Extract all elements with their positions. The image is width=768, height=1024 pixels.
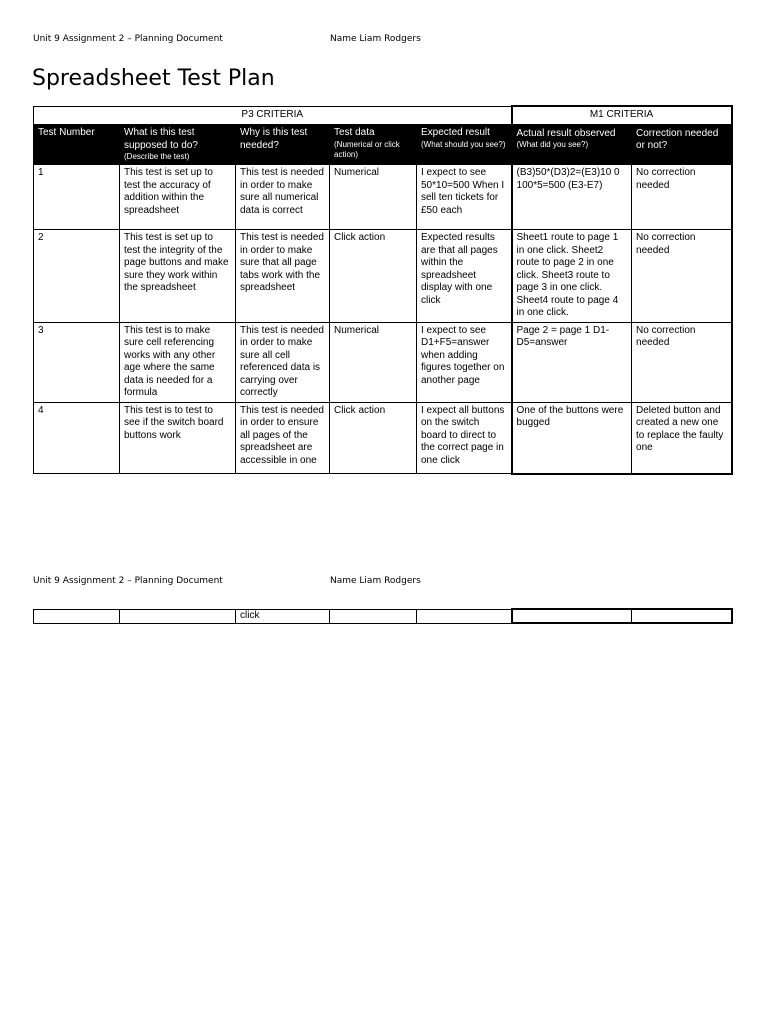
- actual-line: 100*5=500 (E3-E7): [516, 179, 603, 191]
- m1-criteria-label: M1 CRITERIA: [512, 106, 732, 125]
- col-header-correction: Correction needed or not?: [632, 125, 732, 165]
- cell-test-data: Numerical: [330, 165, 417, 230]
- cell-actual: [512, 165, 632, 230]
- cell-what: This test is set up to test the accuracy of addition within the spreadsheet: [120, 165, 236, 230]
- cell-empty: [417, 609, 512, 623]
- cell-why: This test is needed in order to make sure all numerical data is correct: [236, 165, 330, 230]
- cell-correction: No correction needed: [632, 322, 732, 402]
- table-row: [34, 322, 732, 402]
- actual-line: (B3)50*(D3)2=(E3)10 0: [516, 167, 620, 178]
- cell-why: This test is needed in order to make sure all cell referenced data is carrying over correctly: [236, 322, 330, 402]
- cell-empty: [120, 609, 236, 623]
- doc-header-name: Name Liam Rodgers: [330, 34, 421, 44]
- cell-why-continued: click: [236, 609, 330, 623]
- col-header-test-number: Test Number: [34, 125, 120, 165]
- cell-test-data: Click action: [330, 230, 417, 323]
- table-row: [34, 230, 732, 323]
- cell-expected: I expect all buttons on the switch board to direct to the correct page in one click: [417, 402, 512, 474]
- cell-test-number: 1: [34, 165, 120, 230]
- doc-header-left-page2: Unit 9 Assignment 2 – Planning Document: [33, 576, 223, 586]
- column-header-row: [34, 125, 732, 165]
- cell-expected: I expect to see D1+F5=answer when adding figures together on another page: [417, 322, 512, 402]
- page-title: Spreadsheet Test Plan: [32, 66, 275, 91]
- p3-criteria-label: P3 CRITERIA: [34, 106, 512, 125]
- test-plan-table: [33, 105, 733, 475]
- col-header-what: What is this test supposed to do? (Describe the test): [120, 125, 236, 165]
- cell-empty: [330, 609, 417, 623]
- table-row: [34, 165, 732, 230]
- cell-why: This test is needed in order to make sure that all page tabs work with the spreadsheet: [236, 230, 330, 323]
- cell-empty: [632, 609, 732, 623]
- col-header-test-data: Test data (Numerical or click action): [330, 125, 417, 165]
- cell-empty: [34, 609, 120, 623]
- cell-what: This test is set up to test the integrity of the page buttons and make sure they work within the spreadsheet: [120, 230, 236, 323]
- cell-test-number: 2: [34, 230, 120, 323]
- test-plan-table-continuation: [33, 608, 733, 624]
- cell-actual: Sheet1 route to page 1 in one click. Sheet2 route to page 2 in one click. Sheet3 route to page 3 in one click. Sheet4 route to page 4 in one click.: [512, 230, 632, 323]
- col-header-actual: Actual result observed (What did you see?): [512, 125, 632, 165]
- table-row: [34, 402, 732, 474]
- cell-expected: I expect to see 50*10=500 When I sell ten tickets for £50 each: [417, 165, 512, 230]
- cell-test-number: 4: [34, 402, 120, 474]
- cell-correction: No correction needed: [632, 230, 732, 323]
- col-header-expected: Expected result (What should you see?): [417, 125, 512, 165]
- cell-actual: One of the buttons were bugged: [512, 402, 632, 474]
- table-row: [34, 609, 732, 623]
- cell-actual: Page 2 = page 1 D1-D5=answer: [512, 322, 632, 402]
- cell-correction: Deleted button and created a new one to replace the faulty one: [632, 402, 732, 474]
- doc-header-name-page2: Name Liam Rodgers: [330, 576, 421, 586]
- cell-what: This test is to test to see if the switch board buttons work: [120, 402, 236, 474]
- cell-test-data: Numerical: [330, 322, 417, 402]
- cell-what: This test is to make sure cell referencing works with any other age where the same data is needed for a formula: [120, 322, 236, 402]
- cell-correction: No correction needed: [632, 165, 732, 230]
- col-header-why: Why is this test needed?: [236, 125, 330, 165]
- cell-why: This test is needed in order to ensure all pages of the spreadsheet are accessible in one: [236, 402, 330, 474]
- cell-expected: Expected results are that all pages within the spreadsheet display with one click: [417, 230, 512, 323]
- doc-header-left: Unit 9 Assignment 2 – Planning Document: [33, 34, 223, 44]
- cell-test-data: Click action: [330, 402, 417, 474]
- cell-test-number: 3: [34, 322, 120, 402]
- criteria-row: [34, 106, 732, 125]
- cell-empty: [512, 609, 632, 623]
